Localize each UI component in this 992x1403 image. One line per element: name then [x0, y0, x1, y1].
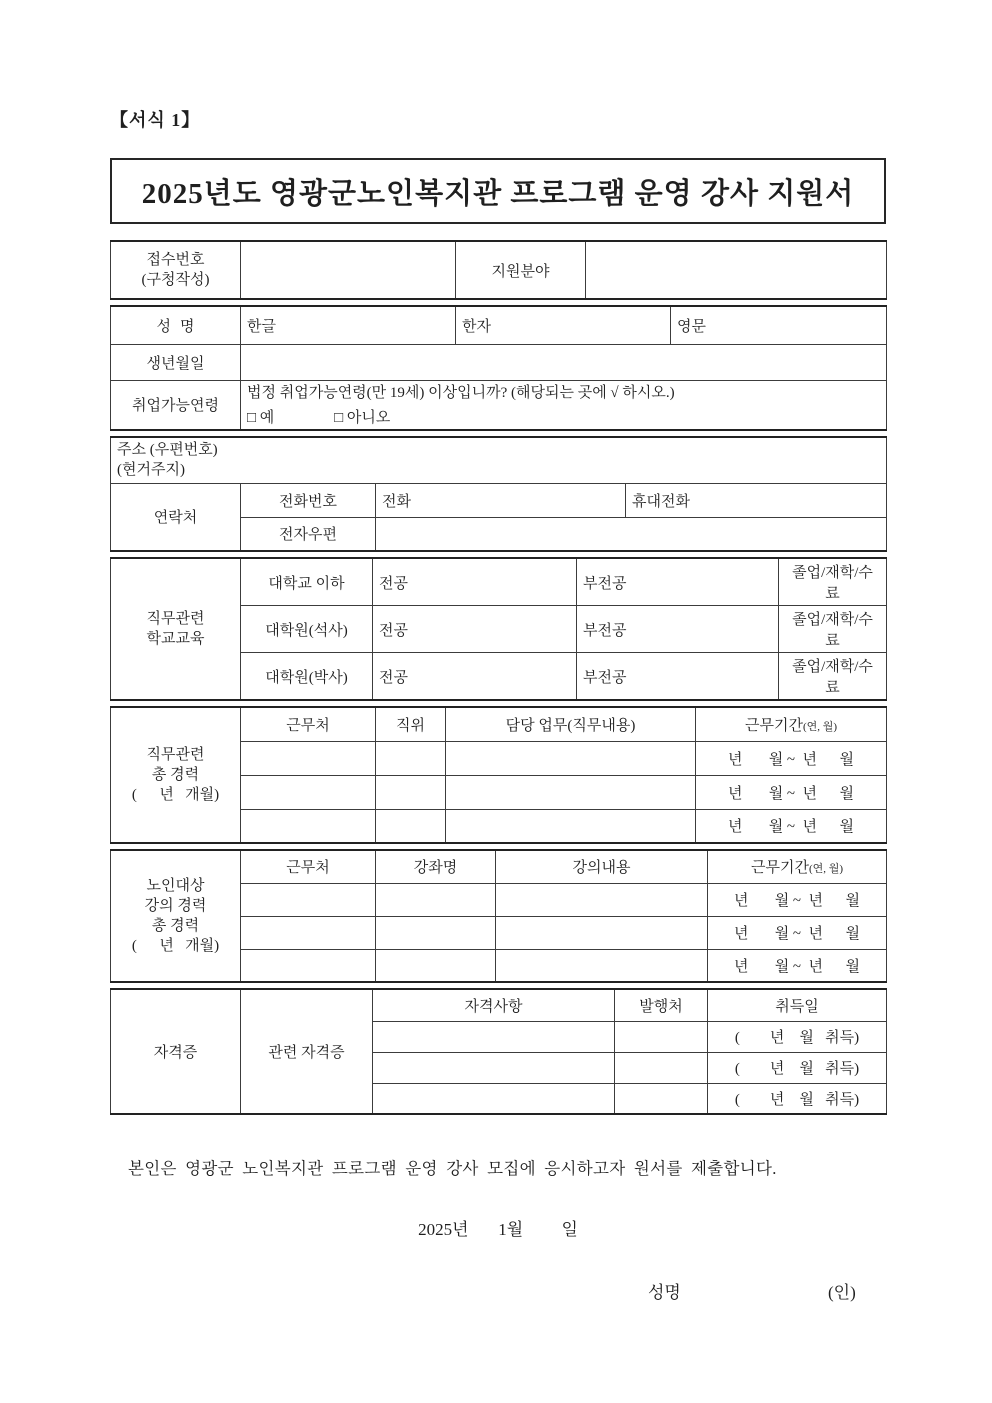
workplace-input[interactable] [241, 775, 376, 809]
education-level-doctorate: 대학원(박사) [241, 653, 373, 701]
apply-field-input[interactable] [586, 241, 887, 299]
workplace-column-header: 근무처 [241, 707, 376, 741]
work-exp-label-line3: ( 년 개월) [131, 787, 220, 804]
lecture-exp-label-line3: 총 경력 [151, 918, 200, 934]
lecture-experience-section-label [111, 850, 241, 982]
form-title-box [110, 158, 886, 224]
duties-input[interactable] [446, 809, 696, 843]
address-contact-table [110, 436, 887, 552]
work-age-question: 법정 취업가능연령(만 19세) 이상입니까? (해당되는 곳에 √ 하시오.) [247, 384, 675, 401]
minor-label: 부전공 [583, 669, 627, 686]
position-input[interactable] [376, 809, 446, 843]
lecture-exp-label-line2: 강의 경력 [144, 897, 207, 914]
mobile-label: 휴대전화 [632, 493, 690, 510]
issuer-input[interactable] [615, 1052, 708, 1083]
minor-input[interactable] [577, 558, 779, 606]
major-label: 전공 [379, 575, 408, 592]
contact-label: 연락처 [111, 483, 241, 551]
education-table [110, 557, 887, 701]
acquired-date-input[interactable]: ( 년 월 취득) [708, 1083, 887, 1114]
graduation-status-field[interactable]: 졸업/재학/수료 [779, 558, 887, 606]
work-age-label: 취업가능연령 [111, 380, 241, 430]
issuer-input[interactable] [615, 1083, 708, 1114]
position-input[interactable] [376, 741, 446, 775]
work-period-input[interactable]: 년 월 ~ 년 월 [696, 809, 887, 843]
birth-date-input[interactable] [241, 344, 887, 380]
graduation-status-field[interactable]: 졸업/재학/수료 [779, 653, 887, 701]
period-column-header: 근무기간(연, 월) [696, 707, 887, 741]
signature-row [110, 1278, 886, 1302]
workplace-input[interactable] [241, 949, 376, 982]
course-name-input[interactable] [376, 949, 496, 982]
email-row-label: 전자우편 [241, 517, 376, 551]
graduation-status-field[interactable]: 졸업/재학/수료 [779, 606, 887, 653]
period-header-suffix: (연, 월) [802, 720, 838, 733]
lecture-content-column-header: 강의내용 [496, 850, 708, 883]
work-period-input[interactable]: 년 월 ~ 년 월 [696, 775, 887, 809]
name-hanja-label: 한자 [462, 318, 491, 335]
issuer-column-header: 발행처 [615, 989, 708, 1021]
address-field[interactable] [111, 437, 887, 483]
receipt-no-label-line1: 접수번호 [146, 251, 205, 268]
period-header-suffix: (연, 월) [808, 863, 844, 876]
lecture-exp-label-line1: 노인대상 [146, 877, 205, 894]
lecture-content-input[interactable] [496, 883, 708, 916]
education-level-masters: 대학원(석사) [241, 606, 373, 653]
education-level-undergrad: 대학교 이하 [241, 558, 373, 606]
position-column-header: 직위 [376, 707, 446, 741]
name-label: 성명 [111, 306, 241, 344]
apply-field-label: 지원분야 [456, 241, 586, 299]
form-title: 2025년도 영광군노인복지관 프로그램 운영 강사 지원서 [141, 177, 855, 210]
certificate-name-input[interactable] [373, 1052, 615, 1083]
receipt-no-label [111, 241, 241, 299]
major-input[interactable] [373, 558, 577, 606]
workplace-column-header: 근무처 [241, 850, 376, 883]
certificate-name-column-header: 자격사항 [373, 989, 615, 1021]
workplace-input[interactable] [241, 883, 376, 916]
workplace-input[interactable] [241, 809, 376, 843]
course-column-header: 강좌명 [376, 850, 496, 883]
minor-label: 부전공 [583, 575, 627, 592]
issuer-input[interactable] [615, 1021, 708, 1052]
name-hanja-field[interactable] [456, 306, 671, 344]
position-input[interactable] [376, 775, 446, 809]
minor-label: 부전공 [583, 622, 627, 639]
duties-input[interactable] [446, 775, 696, 809]
work-age-cell [241, 380, 887, 430]
major-input[interactable] [373, 606, 577, 653]
acquired-date-input[interactable]: ( 년 월 취득) [708, 1021, 887, 1052]
lecture-experience-table [110, 849, 887, 983]
duties-input[interactable] [446, 741, 696, 775]
minor-input[interactable] [577, 606, 779, 653]
acquired-date-input[interactable]: ( 년 월 취득) [708, 1052, 887, 1083]
course-name-input[interactable] [376, 916, 496, 949]
submission-date: 2025년 1월 일 [418, 1220, 578, 1239]
work-period-input[interactable]: 년 월 ~ 년 월 [696, 741, 887, 775]
name-english-label: 영문 [677, 318, 706, 335]
form-content [110, 106, 886, 1302]
lecture-period-input[interactable]: 년 월 ~ 년 월 [708, 883, 887, 916]
form-tag: 【서식 1】 [110, 110, 201, 130]
signature-name-label: 성명 [648, 1283, 681, 1302]
phone-row-label: 전화번호 [241, 483, 376, 517]
lecture-exp-label-line4: ( 년 개월) [131, 938, 220, 955]
lecture-content-input[interactable] [496, 916, 708, 949]
education-label-line2: 학교교육 [146, 631, 205, 647]
work-experience-section-label [111, 707, 241, 843]
education-section-label [111, 558, 241, 700]
name-korean-field[interactable] [241, 306, 456, 344]
yes-checkbox-option[interactable]: □ 예 [247, 409, 275, 426]
mobile-input[interactable] [626, 483, 887, 517]
course-name-input[interactable] [376, 883, 496, 916]
workplace-input[interactable] [241, 741, 376, 775]
work-experience-table [110, 706, 887, 844]
work-age-options [247, 406, 880, 427]
workplace-input[interactable] [241, 916, 376, 949]
no-checkbox-option[interactable]: □ 아니오 [334, 409, 391, 426]
minor-input[interactable] [577, 653, 779, 701]
duties-column-header: 담당 업무(직무내용) [446, 707, 696, 741]
certificate-name-input[interactable] [373, 1021, 615, 1052]
address-label-line2: (현거주지) [117, 462, 185, 479]
work-exp-label-line2: 총 경력 [151, 766, 200, 783]
certificates-table [110, 988, 887, 1115]
receipt-no-input[interactable] [241, 241, 456, 299]
education-label-line1: 직무관련 [146, 610, 205, 627]
certificates-section-label: 자격증 [111, 989, 241, 1114]
declaration-statement: 본인은 영광군 노인복지관 프로그램 운영 강사 모집에 응시하고자 원서를 제출합니다. [128, 1159, 777, 1178]
related-certificates-label: 관련 자격증 [241, 989, 373, 1114]
lecture-period-input[interactable]: 년 월 ~ 년 월 [708, 949, 887, 982]
personal-info-table [110, 305, 887, 431]
phone-input[interactable] [376, 483, 626, 517]
name-korean-label: 한글 [247, 318, 276, 335]
lecture-content-input[interactable] [496, 949, 708, 982]
birth-date-label: 생년월일 [111, 344, 241, 380]
lecture-period-input[interactable]: 년 월 ~ 년 월 [708, 916, 887, 949]
seal-label: (인) [828, 1283, 856, 1302]
name-english-field[interactable] [671, 306, 887, 344]
certificate-name-input[interactable] [373, 1083, 615, 1114]
period-column-header: 근무기간(연, 월) [708, 850, 887, 883]
receipt-no-label-line2: (구청작성) [141, 272, 210, 288]
work-exp-label-line1: 직무관련 [146, 746, 205, 763]
major-label: 전공 [379, 622, 408, 639]
phone-label: 전화 [382, 493, 411, 510]
address-label-line1: 주소 (우편번호) [117, 442, 218, 458]
major-input[interactable] [373, 653, 577, 701]
receipt-table [110, 240, 887, 300]
email-input[interactable] [376, 517, 887, 551]
acquired-date-column-header: 취득일 [708, 989, 887, 1021]
major-label: 전공 [379, 669, 408, 686]
